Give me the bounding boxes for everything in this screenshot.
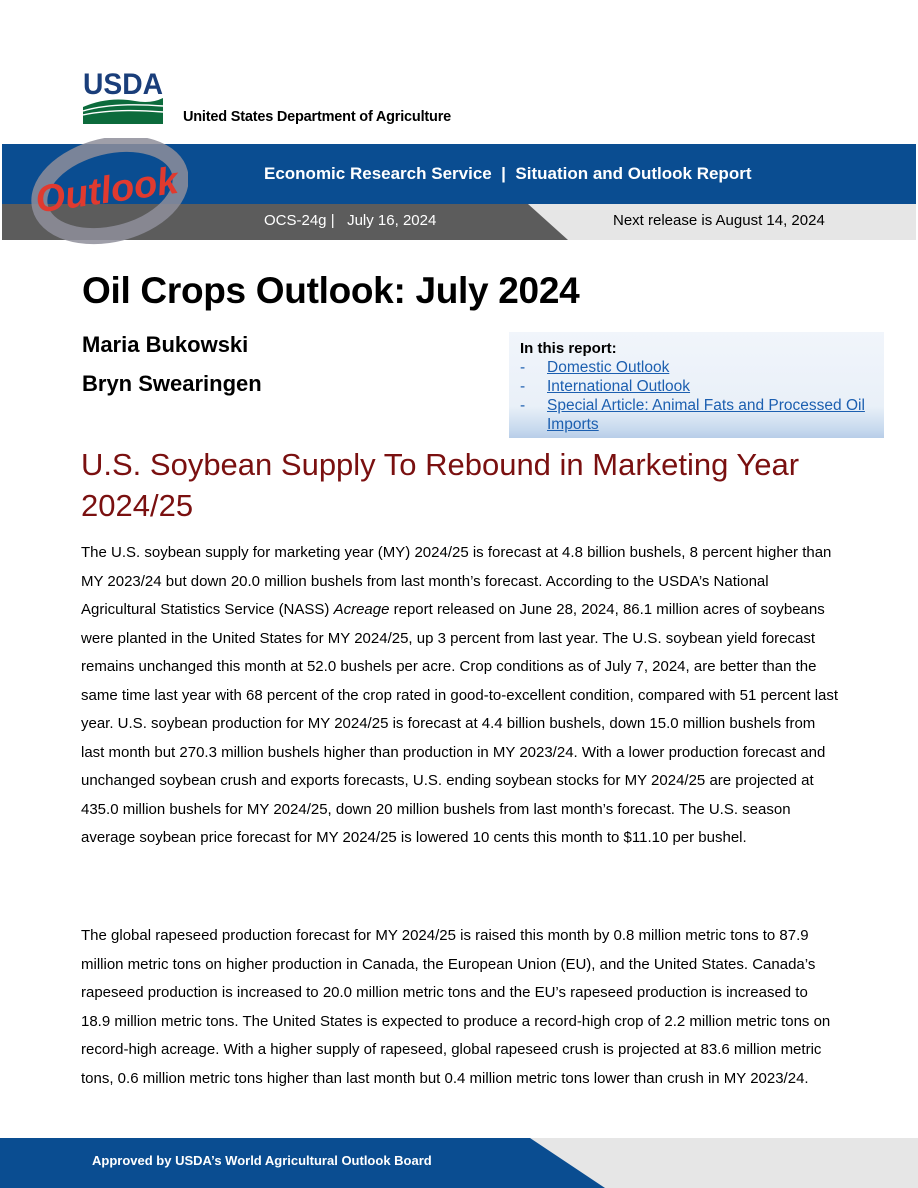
footer-approval-text: Approved by USDA’s World Agricultural Outlook Board xyxy=(92,1153,432,1168)
toc-bullet: - xyxy=(520,359,526,376)
outlook-logo xyxy=(18,138,188,246)
toc-link-special-article[interactable]: Special Article: Animal Fats and Processed Oil Imports xyxy=(547,397,865,433)
author-name: Maria Bukowski xyxy=(82,332,249,357)
body-paragraph: The global rapeseed production forecast for MY 2024/25 is raised this month by 0.8 million metric tons to 87.9 million metric tons on higher production in Canada, the European Union (EU), and the United States. Canada’s rapeseed production is increased to 20.0 million metric tons and the EU’s rapeseed production is increased to 18.9 million metric tons. The United States is expected to produce a record-high crop of 2.2 million metric tons on record-high acreage. With a higher supply of rapeseed, global rapeseed crush is projected at 83.6 million metric tons, 0.6 million metric tons higher than last month but 0.4 million metric tons lower than crush in MY 2023/24. xyxy=(81,927,831,1087)
body-paragraph xyxy=(81,539,841,853)
in-this-report-box xyxy=(509,332,884,438)
usda-logo xyxy=(83,68,163,124)
toc-item-domestic-outlook xyxy=(520,358,877,377)
next-release-date: Next release is August 14, 2024 xyxy=(613,212,825,229)
usda-logo-text: USDA xyxy=(83,68,163,101)
toc-heading: In this report: xyxy=(520,340,617,357)
toc-link-domestic-outlook[interactable]: Domestic Outlook xyxy=(547,359,670,376)
toc-item-international-outlook xyxy=(520,377,877,396)
banner-title: Economic Research Service | Situation and Outlook Report xyxy=(264,164,752,183)
section-heading: U.S. Soybean Supply To Rebound in Marketing Year 2024/25 xyxy=(81,447,800,523)
author-name: Bryn Swearingen xyxy=(82,371,262,396)
report-title: Oil Crops Outlook: July 2024 xyxy=(82,270,580,311)
toc-bullet: - xyxy=(520,397,526,414)
paragraph-text: The U.S. soybean supply for marketing year (MY) 2024/25 is forecast at 4.8 billion bushels, 8 percent higher than MY 2023/24 but down 20.0 million bushels from last month’s forecast. According to the USDA’s National Agricultural Statistics Service (NASS) xyxy=(81,544,832,618)
issue-date-line: OCS-24g | July 16, 2024 xyxy=(264,212,437,229)
paragraph-text: report released on June 28, 2024, 86.1 million acres of soybeans were planted in the United States for MY 2024/25, up 3 percent from last year. The U.S. soybean yield forecast remains unchanged this month at 52.0 bushels per acre. Crop conditions as of July 7, 2024, are better than the same time last year with 68 percent of the crop rated in good-to-excellent condition, compared with 51 percent last year. U.S. soybean production for MY 2024/25 is forecast at 4.4 billion bushels, down 15.0 million bushels from last month but 270.3 million bushels higher than production in MY 2023/24. With a lower production forecast and unchanged soybean crush and exports forecasts, U.S. ending soybean stocks for MY 2024/25 are projected at 435.0 million bushels for MY 2024/25, down 20 million bushels from last month’s forecast. The U.S. season average soybean price forecast for MY 2024/25 is lowered 10 cents this month to $11.10 per bushel. xyxy=(81,601,839,846)
toc-bullet: - xyxy=(520,378,526,395)
outlook-logo-text: Outlook xyxy=(32,159,181,222)
report-name-italic: Acreage xyxy=(333,601,390,618)
department-name: United States Department of Agriculture xyxy=(183,109,452,125)
toc-item-special-article xyxy=(520,396,877,434)
toc-link-international-outlook[interactable]: International Outlook xyxy=(547,378,691,395)
